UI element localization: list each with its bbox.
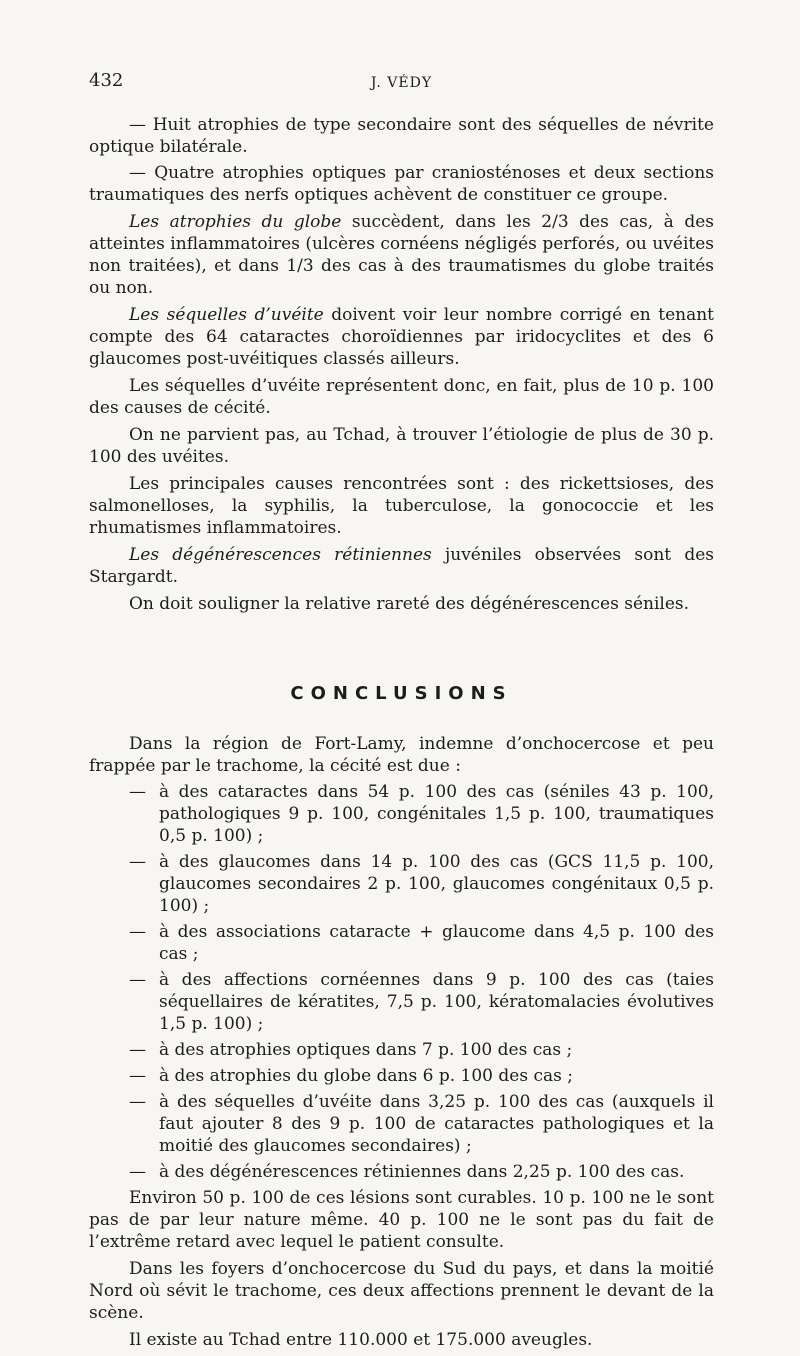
list-item: [89, 851, 714, 917]
list-item-text: à des affections cornéennes dans 9 p. 100 des cas (taies séquellaires de kératites, 7,5 p. 100, kératomalacies évolutives 1,5 p. 100) ;: [159, 970, 714, 1034]
italic-lead: Les séquelles d’uvéite: [129, 305, 324, 325]
section-title: CONCLUSIONS: [290, 683, 513, 704]
dash-marker: —: [129, 1092, 146, 1112]
paragraph-text: Les séquelles d’uvéite représentent donc, en fait, plus de 10 p. 100 des causes de cécité.: [89, 376, 714, 418]
list-item: [89, 921, 714, 965]
list-item-text: à des atrophies du globe dans 6 p. 100 des cas ;: [159, 1066, 573, 1086]
list-item-text: à des associations cataracte + glaucome dans 4,5 p. 100 des cas ;: [159, 922, 714, 964]
paragraph-text: — Huit atrophies de type secondaire sont des séquelles de névrite optique bilatérale.: [89, 115, 714, 157]
dash-marker: —: [129, 782, 146, 802]
list-item: [89, 1091, 714, 1157]
page-body: [89, 70, 714, 1356]
list-item: [89, 1039, 714, 1061]
dash-marker: —: [129, 1066, 146, 1086]
paragraph: [89, 544, 714, 588]
paragraph: [89, 375, 714, 419]
dash-marker: —: [129, 1040, 146, 1060]
list-item-text: à des séquelles d’uvéite dans 3,25 p. 100 des cas (auxquels il faut ajouter 8 des 9 p. 100 de cataractes pathologiques et la moitié des glaucomes secondaires) ;: [159, 1092, 714, 1156]
closing-paragraph: Dans les foyers d’onchocercose du Sud du pays, et dans la moitié Nord où sévit le trachome, ces deux affections prennent le devant de la scène.: [89, 1259, 714, 1323]
paragraph: [89, 304, 714, 370]
conclusions-lead: Dans la région de Fort-Lamy, indemne d’onchocercose et peu frappée par le trachome, la cécité est due :: [89, 734, 714, 776]
intro-section: [89, 114, 714, 615]
italic-lead: Les atrophies du globe: [129, 212, 342, 232]
causes-list: [89, 781, 714, 1183]
dash-marker: —: [129, 922, 146, 942]
paragraph-text: Les principales causes rencontrées sont : des rickettsioses, des salmonelloses, la syphilis, la tuberculose, la gonococcie et les rhumatismes inflammatoires.: [89, 474, 714, 538]
paragraph: [89, 424, 714, 468]
paragraph-text: On ne parvient pas, au Tchad, à trouver l’étiologie de plus de 30 p. 100 des uvéites.: [89, 425, 714, 467]
dash-marker: —: [129, 1162, 146, 1182]
closing-paragraph: Environ 50 p. 100 de ces lésions sont curables. 10 p. 100 ne le sont pas de par leur nature même. 40 p. 100 ne le sont pas du fait de l’extrême retard avec lequel le patient consulte.: [89, 1188, 714, 1252]
paragraph: [89, 114, 714, 158]
running-head: J. VÉDY: [370, 75, 433, 91]
paragraph-text: On doit souligner la relative rareté des dégénérescences séniles.: [129, 594, 690, 614]
conclusions-section: [89, 733, 714, 1351]
list-item-text: à des cataractes dans 54 p. 100 des cas (séniles 43 p. 100, pathologiques 9 p. 100, congénitales 1,5 p. 100, traumatiques 0,5 p. 100) ;: [159, 782, 714, 846]
list-item: [89, 1065, 714, 1087]
dash-marker: —: [129, 852, 146, 872]
paragraph-text: juvéniles observées sont des Stargardt.: [89, 545, 715, 587]
list-item: [89, 781, 714, 847]
list-item-text: à des dégénérescences rétiniennes dans 2,25 p. 100 des cas.: [159, 1162, 685, 1182]
list-item-text: à des glaucomes dans 14 p. 100 des cas (GCS 11,5 p. 100, glaucomes secondaires 2 p. 100, glaucomes congénitaux 0,5 p. 100) ;: [159, 852, 714, 916]
paragraph: [89, 593, 714, 615]
paragraph: [89, 162, 714, 206]
paragraph-text: succèdent, dans les 2/3 des cas, à des atteintes inflammatoires (ulcères cornéens négligés perforés, ou uvéites non traitées), et dans 1/3 des cas à des traumatismes du globe traités ou non.: [89, 212, 714, 298]
paragraph: [89, 211, 714, 299]
list-item: [89, 1161, 714, 1183]
list-item: [89, 969, 714, 1035]
page-header: [89, 70, 714, 96]
dash-marker: —: [129, 970, 146, 990]
paragraph-text: doivent voir leur nombre corrigé en tenant compte des 64 cataractes choroïdiennes par iridocyclites et des 6 glaucomes post-uvéitiques classés ailleurs.: [89, 305, 714, 369]
paragraph-text: — Quatre atrophies optiques par craniosténoses et deux sections traumatiques des nerfs optiques achèvent de constituer ce groupe.: [89, 163, 714, 205]
page-number: 432: [89, 70, 124, 91]
italic-lead: Les dégénérescences rétiniennes: [129, 545, 432, 565]
closing-paragraph: Il existe au Tchad entre 110.000 et 175.000 aveugles.: [129, 1330, 593, 1350]
list-item-text: à des atrophies optiques dans 7 p. 100 des cas ;: [159, 1040, 573, 1060]
paragraph: [89, 473, 714, 539]
